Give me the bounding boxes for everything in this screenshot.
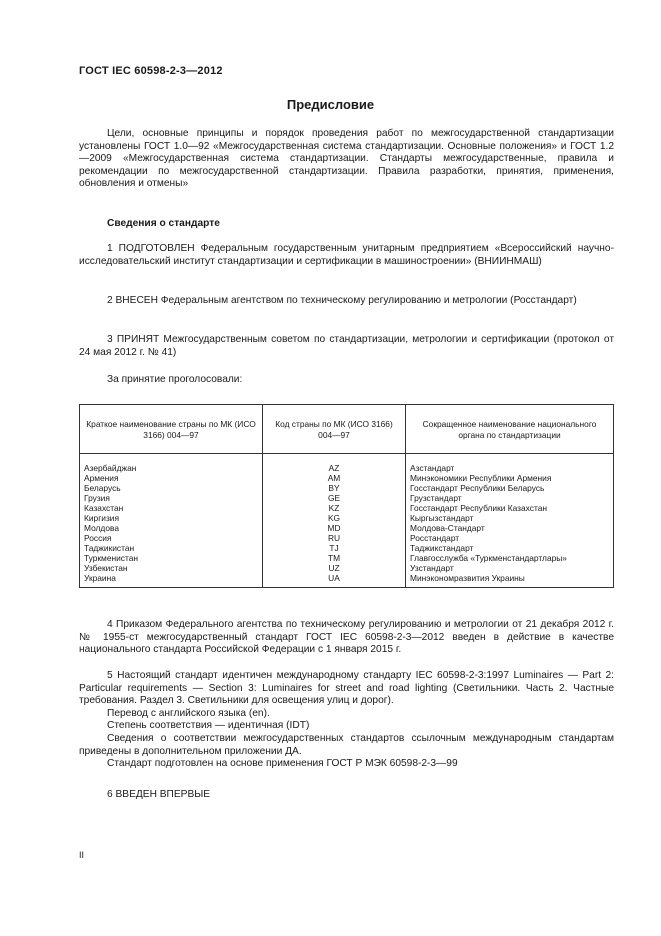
intro-text: Цели, основные принципы и порядок проведения работ по межгосударственной стандартизации установлены ГОСТ 1.0—92 «Межгосударственная система стандартизации. Основные положения» и ГОСТ 1.2—2009 «Межгосударственная система стандартизации. Стандарты межгосударственные, правила и рекомендации по межгосударственной стандартизации. Правила разработки, принятия, применения, обновления и отмены»	[79, 128, 614, 190]
table-row	[80, 533, 614, 543]
table-header-code: Код страны по МК (ИСО 3166) 004—97	[263, 405, 406, 454]
code-cell: GE	[263, 493, 406, 503]
body-cell: Минэкономики Республики Армения	[406, 473, 614, 483]
page-number: II	[79, 850, 85, 860]
table-row	[80, 503, 614, 513]
body-cell: Минэкономразвития Украины	[406, 573, 614, 588]
table-header-body: Сокращенное наименование национального органа по стандартизации	[406, 405, 614, 454]
country-cell: Таджикистан	[80, 543, 263, 553]
code-cell: AM	[263, 473, 406, 483]
country-cell: Туркменистан	[80, 553, 263, 563]
country-cell: Азербайджан	[80, 454, 263, 474]
country-cell: Беларусь	[80, 483, 263, 493]
country-cell: Киргизия	[80, 513, 263, 523]
item-5-translation: Перевод с английского языка (en).	[107, 707, 270, 719]
code-cell: BY	[263, 483, 406, 493]
body-cell: Узстандарт	[406, 563, 614, 573]
item-2-text: 2 ВНЕСЕН Федеральным агентством по техническому регулированию и метрологии (Росстандарт)	[107, 295, 577, 306]
item-5-basis: Стандарт подготовлен на основе применения ГОСТ Р МЭК 60598-2-3—99	[107, 758, 458, 770]
document-code-header: ГОСТ IEC 60598-2-3—2012	[79, 65, 223, 77]
page-title: Предисловие	[286, 97, 375, 112]
body-cell: Азстандарт	[406, 454, 614, 474]
item-3-text: 3 ПРИНЯТ Межгосударственным советом по стандартизации, метрологии и сертификации (протокол от 24 мая 2012 г. № 41)	[79, 334, 614, 358]
table-row	[80, 563, 614, 573]
intro-paragraph	[79, 128, 614, 191]
item-3	[79, 334, 614, 359]
table-row	[80, 543, 614, 553]
body-cell: Таджикстандарт	[406, 543, 614, 553]
table-row	[80, 553, 614, 563]
table-row	[80, 493, 614, 503]
item-4-text: 4 Приказом Федерального агентства по техническому регулированию и метрологии от 21 декабря 2012 г. № 1955-ст межгосударственный стандарт ГОСТ IEC 60598-2-3—2012 введен в действие в качестве национального стандарта Российской Федерации с 1 января 2015 г.	[79, 619, 614, 656]
country-cell: Армения	[80, 473, 263, 483]
code-cell: KG	[263, 513, 406, 523]
code-cell: UZ	[263, 563, 406, 573]
code-cell: TM	[263, 553, 406, 563]
voted-label: За принятие проголосовали:	[107, 374, 243, 385]
table-row	[80, 454, 614, 474]
code-cell: MD	[263, 523, 406, 533]
table-row	[80, 513, 614, 523]
item-2	[79, 295, 614, 308]
table-row	[80, 483, 614, 493]
country-cell: Узбекистан	[80, 563, 263, 573]
item-5-info: Сведения о соответствии межгосударственных стандартов ссылочным международным стандартам приведены в дополнительном приложении ДА.	[79, 732, 614, 757]
voting-countries-table	[79, 404, 614, 588]
code-cell: KZ	[263, 503, 406, 513]
body-cell: Грузстандарт	[406, 493, 614, 503]
body-cell: Главгосслужба «Туркменстандартлары»	[406, 553, 614, 563]
country-cell: Украина	[80, 573, 263, 588]
item-6: 6 ВВЕДЕН ВПЕРВЫЕ	[107, 789, 211, 800]
body-cell: Госстандарт Республики Беларусь	[406, 483, 614, 493]
item-1-text: 1 ПОДГОТОВЛЕН Федеральным государственным унитарным предприятием «Всероссийский научно-исследовательский институт стандартизации и сертификации в машиностроении» (ВНИИНМАШ)	[79, 243, 614, 267]
body-cell: Молдова-Стандарт	[406, 523, 614, 533]
body-cell: Кыргызстандарт	[406, 513, 614, 523]
code-cell: AZ	[263, 454, 406, 474]
table-row	[80, 573, 614, 588]
country-cell: Казахстан	[80, 503, 263, 513]
country-cell: Россия	[80, 533, 263, 543]
section-title: Сведения о стандарте	[107, 218, 220, 229]
code-cell: RU	[263, 533, 406, 543]
country-cell: Молдова	[80, 523, 263, 533]
table-header-row	[80, 405, 614, 454]
table-row	[80, 473, 614, 483]
table-header-country: Краткое наименование страны по МК (ИСО 3166) 004—97	[80, 405, 263, 454]
item-4	[79, 619, 614, 657]
body-cell: Росстандарт	[406, 533, 614, 543]
item-5-text: 5 Настоящий стандарт идентичен международному стандарту IEC 60598-2-3:1997 Luminaires — Part 2: Particular requirements — Section 3: Luminaires for street and road lighting (Светильники. Часть 2. Частные требования. Раздел 3. Светильники для освещения улиц и дорог).	[79, 670, 614, 707]
code-cell: UA	[263, 573, 406, 588]
body-cell: Госстандарт Республики Казахстан	[406, 503, 614, 513]
item-5	[79, 670, 614, 771]
table-row	[80, 523, 614, 533]
item-5-degree: Степень соответствия — идентичная (IDT)	[107, 720, 310, 732]
item-1	[79, 243, 614, 268]
code-cell: TJ	[263, 543, 406, 553]
country-cell: Грузия	[80, 493, 263, 503]
